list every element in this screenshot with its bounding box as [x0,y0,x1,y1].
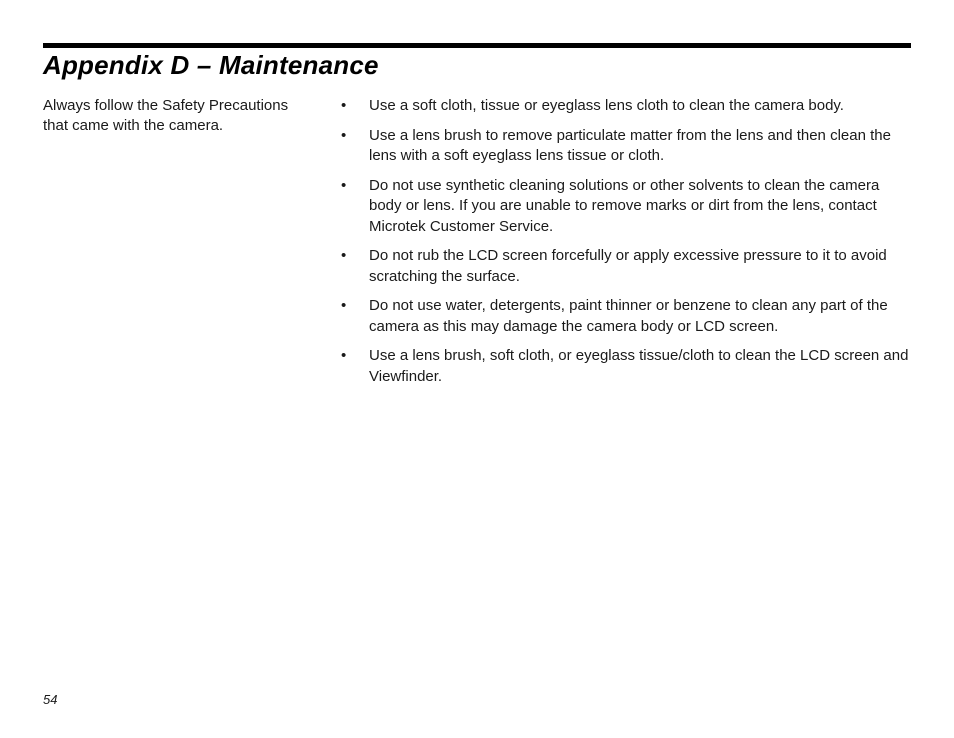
list-item-text: Do not use water, detergents, paint thinner or benzene to clean any part of the camera as this may damage the camera body or LCD screen. [369,297,888,335]
list-item [340,176,915,238]
bullet-icon: • [341,176,347,194]
header-rule [43,43,911,48]
maintenance-list [340,96,915,396]
bullet-icon: • [341,97,347,114]
bullet-icon: • [341,247,347,264]
list-item [340,296,915,337]
list-item-text: Use a soft cloth, tissue or eyeglass lens cloth to clean the camera body. [369,97,844,114]
bullet-icon: • [341,126,347,144]
list-item [340,96,915,117]
list-item [340,246,915,287]
bullet-icon: • [341,347,347,364]
bullet-icon: • [341,297,347,314]
page-title: Appendix D – Maintenance [43,50,379,80]
list-item-text: Use a lens brush to remove particulate matter from the lens and then clean the lens with a soft eyeglass lens tissue or cloth. [369,126,891,164]
page-number: 54 [43,692,58,707]
list-item [340,126,915,167]
list-item-text: Use a lens brush, soft cloth, or eyeglass tissue/cloth to clean the LCD screen and Viewfinder. [369,347,909,385]
list-item-text: Do not use synthetic cleaning solutions or other solvents to clean the camera body or lens. If you are unable to remove marks or dirt from the lens, contact Microtek Customer Service. [369,176,880,235]
safety-note: Always follow the Safety Precautions that came with the camera. [43,97,289,134]
list-item [340,346,915,387]
list-item-text: Do not rub the LCD screen forcefully or apply excessive pressure to it to avoid scratching the surface. [369,247,887,285]
